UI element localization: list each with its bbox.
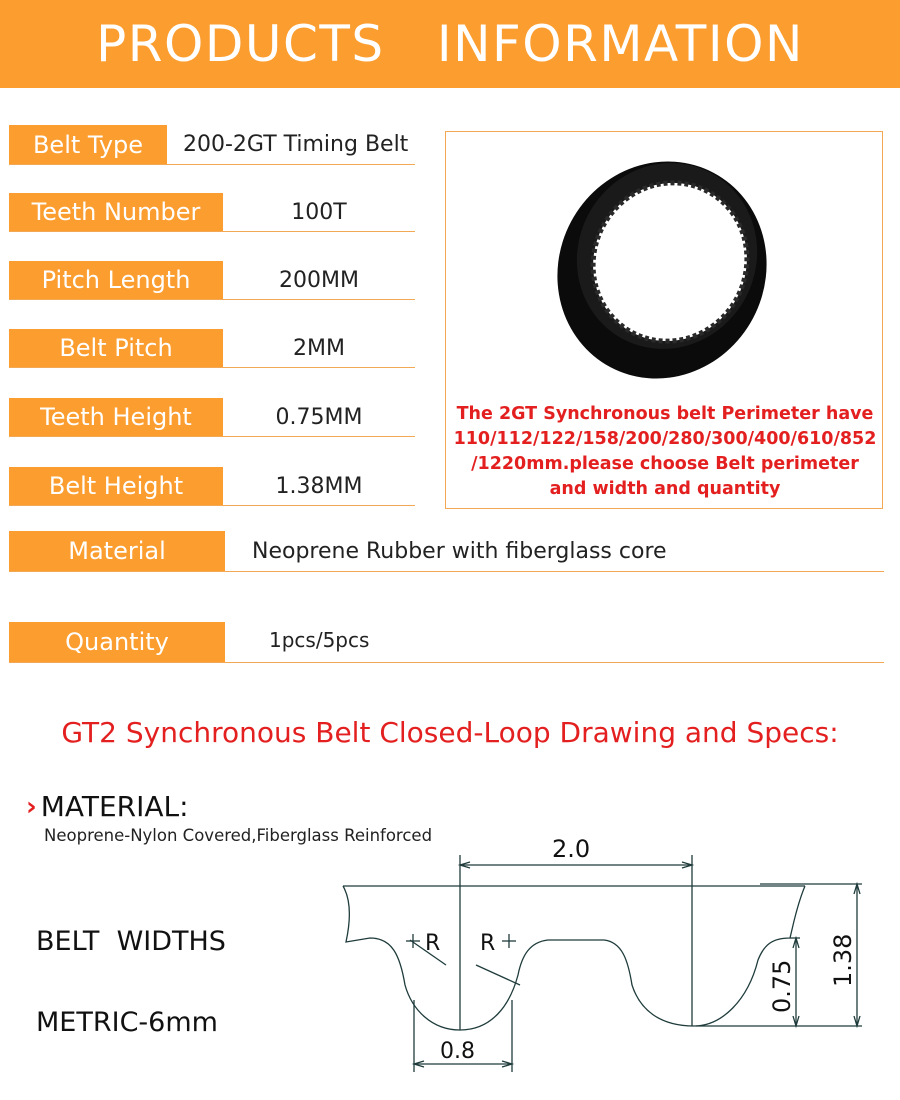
spec-value: Neoprene Rubber with fiberglass core [252,539,667,564]
belt-widths-label [36,874,226,1063]
dimension-label-tooth-width: 0.8 [440,1039,475,1064]
spec-row-pitch-length [9,261,415,301]
divider [9,662,884,663]
spec-row-teeth-number [9,193,415,233]
dimension-label-total-height: 1.38 [829,933,857,987]
widths-line: METRIC-6mm [36,1007,218,1038]
timing-belt-image [446,132,884,402]
spec-row-belt-pitch [9,329,415,369]
note-line: 110/112/122/158/200/280/300/400/610/852 [453,429,877,449]
spec-row-belt-height [9,467,415,507]
spec-value: 1pcs/5pcs [269,628,370,652]
spec-value: 200-2GT Timing Belt [183,132,409,157]
radius-label: R [480,931,496,956]
drawing-title: GT2 Synchronous Belt Closed-Loop Drawing and Specs: [61,716,839,749]
material-heading-text: MATERIAL: [40,790,189,823]
arrow [793,938,799,948]
spec-label: Belt Type [9,125,167,164]
spec-label: Belt Height [9,467,223,505]
divider [9,231,415,232]
product-photo-panel [445,131,883,509]
arrow [502,1061,512,1067]
arrow [854,884,860,894]
arrow [793,1016,799,1026]
divider [9,164,415,165]
belt-profile-outline [343,886,805,1030]
material-heading [26,790,189,823]
note-line: and width and quantity [549,479,781,499]
divider [9,299,415,300]
dimension-label-tooth-height: 0.75 [768,959,796,1013]
dimension-label-pitch: 2.0 [552,835,591,863]
spec-label: Belt Pitch [9,329,223,367]
note-line: /1220mm.please choose Belt perimeter [471,454,859,474]
spec-label: Pitch Length [9,261,223,299]
chevron-right-icon: › [26,791,37,822]
widths-line: BELT WIDTHS [36,926,226,957]
spec-value: 100T [291,200,347,225]
divider [9,367,415,368]
spec-label: Teeth Height [9,398,223,436]
arrow [460,862,470,868]
arrow [854,1016,860,1026]
spec-value: 200MM [279,268,359,293]
radius-leader [410,940,446,965]
spec-row-quantity [9,622,884,664]
arrow [414,1061,424,1067]
spec-row-teeth-height [9,398,415,438]
radius-leader [476,965,520,985]
divider [9,505,415,506]
spec-value: 0.75MM [275,405,363,430]
perimeter-note [446,402,884,502]
arrow [682,862,692,868]
radius-label: R [425,931,441,956]
material-description: Neoprene-Nylon Covered,Fiberglass Reinforced [44,826,433,845]
spec-value: 1.38MM [275,474,363,499]
spec-row-belt-type [9,125,415,165]
spec-row-material [9,531,884,573]
header-banner [0,0,900,88]
page-title: PRODUCTS INFORMATION [96,15,804,73]
spec-value: 2MM [293,336,345,361]
divider [9,436,415,437]
spec-label: Quantity [9,622,225,662]
note-line: The 2GT Synchronous belt Perimeter have [456,404,874,424]
divider [9,571,884,572]
spec-label: Teeth Number [9,193,223,231]
spec-label: Material [9,531,225,571]
